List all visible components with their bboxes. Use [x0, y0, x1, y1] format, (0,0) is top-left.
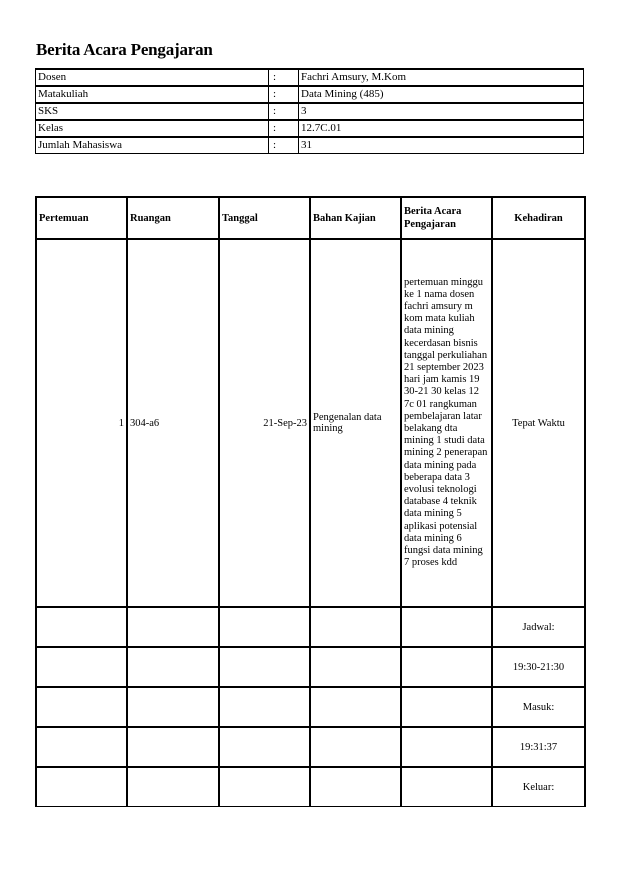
info-key: SKS: [36, 103, 269, 120]
header-bahan-kajian: Bahan Kajian: [310, 197, 401, 239]
info-separator: :: [269, 137, 299, 154]
empty-cell: [310, 767, 401, 807]
empty-cell: [310, 727, 401, 767]
info-separator: :: [269, 69, 299, 86]
empty-cell: [401, 727, 492, 767]
course-info-table: [35, 68, 584, 154]
header-tanggal: Tanggal: [219, 197, 310, 239]
empty-cell: [127, 607, 219, 647]
cell-pertemuan: 1: [36, 239, 127, 607]
empty-cell: [127, 767, 219, 807]
cell-berita-acara: pertemuan minggu ke 1 nama dosen fachri amsury m kom mata kuliah data mining kecerdasan bisnis tanggal perkuliahan 21 september 2023 hari jam kamis 19 30-21 30 kelas 12 7c 01 rangkuman pembelajaran latar belakang dta mining 1 studi data mining 2 penerapan data mining pada beberapa data 3 evolusi teknologi database 4 teknik data mining 5 aplikasi potensial data mining 6 fungsi data mining 7 proses kdd: [401, 239, 492, 607]
header-kehadiran: Kehadiran: [492, 197, 585, 239]
empty-cell: [310, 647, 401, 687]
table-header-row: [36, 197, 585, 239]
cell-bahan-kajian: Pengenalan data mining: [310, 239, 401, 607]
cell-kehadiran: Tepat Waktu: [492, 239, 585, 607]
schedule-row: [36, 767, 585, 807]
schedule-row: [36, 607, 585, 647]
teaching-record-table: [35, 196, 586, 807]
empty-cell: [127, 727, 219, 767]
info-row: [36, 69, 584, 86]
header-pertemuan: Pertemuan: [36, 197, 127, 239]
empty-cell: [310, 687, 401, 727]
empty-cell: [401, 607, 492, 647]
cell-tanggal: 21-Sep-23: [219, 239, 310, 607]
info-row: [36, 86, 584, 103]
empty-cell: [219, 607, 310, 647]
cell-ruangan: 304-a6: [127, 239, 219, 607]
empty-cell: [310, 607, 401, 647]
schedule-label-keluar: Keluar:: [492, 767, 585, 807]
empty-cell: [36, 727, 127, 767]
page-title: Berita Acara Pengajaran: [36, 40, 213, 59]
info-separator: :: [269, 103, 299, 120]
info-row: [36, 103, 584, 120]
info-key: Matakuliah: [36, 86, 269, 103]
empty-cell: [219, 687, 310, 727]
info-value: Fachri Amsury, M.Kom: [299, 69, 584, 86]
empty-cell: [127, 687, 219, 727]
info-separator: :: [269, 120, 299, 137]
empty-cell: [219, 647, 310, 687]
header-ruangan: Ruangan: [127, 197, 219, 239]
empty-cell: [219, 727, 310, 767]
empty-cell: [127, 647, 219, 687]
info-value: 12.7C.01: [299, 120, 584, 137]
schedule-row: [36, 727, 585, 767]
header-berita-acara: Berita Acara Pengajaran: [401, 197, 492, 239]
info-key: Kelas: [36, 120, 269, 137]
empty-cell: [36, 767, 127, 807]
info-row: [36, 137, 584, 154]
table-row: [36, 239, 585, 607]
empty-cell: [401, 647, 492, 687]
empty-cell: [401, 687, 492, 727]
empty-cell: [36, 607, 127, 647]
schedule-row: [36, 647, 585, 687]
info-key: Dosen: [36, 69, 269, 86]
empty-cell: [36, 687, 127, 727]
empty-cell: [401, 767, 492, 807]
info-row: [36, 120, 584, 137]
info-value: 3: [299, 103, 584, 120]
info-key: Jumlah Mahasiswa: [36, 137, 269, 154]
schedule-row: [36, 687, 585, 727]
schedule-value-jadwal: 19:30-21:30: [492, 647, 585, 687]
empty-cell: [36, 647, 127, 687]
schedule-label-jadwal: Jadwal:: [492, 607, 585, 647]
empty-cell: [219, 767, 310, 807]
info-value: 31: [299, 137, 584, 154]
schedule-value-masuk: 19:31:37: [492, 727, 585, 767]
info-separator: :: [269, 86, 299, 103]
schedule-label-masuk: Masuk:: [492, 687, 585, 727]
info-value: Data Mining (485): [299, 86, 584, 103]
